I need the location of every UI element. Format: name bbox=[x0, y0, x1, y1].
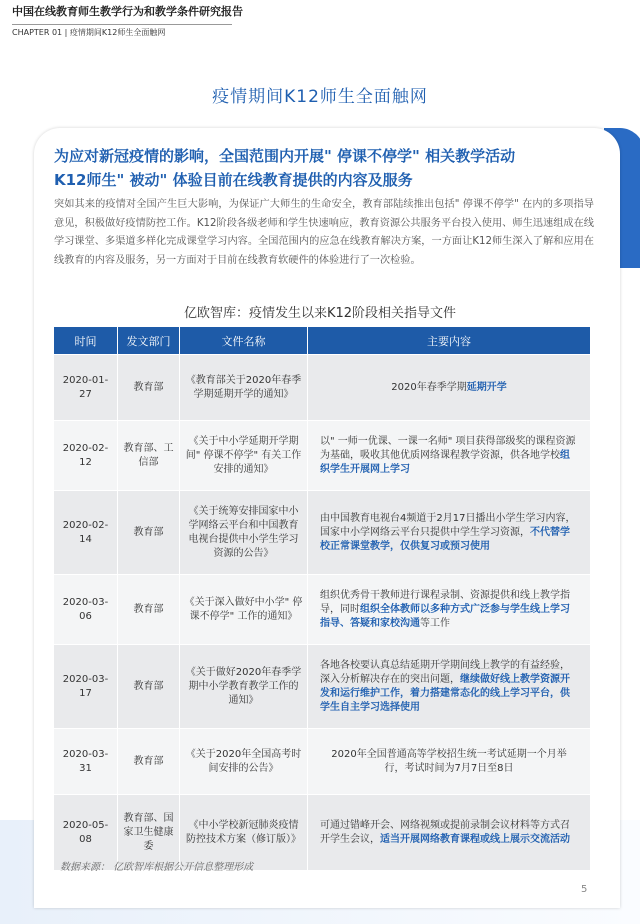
cell-content bbox=[308, 421, 591, 491]
cell-department: 教育部 bbox=[118, 355, 180, 421]
cell-content bbox=[308, 575, 591, 645]
body-paragraph: 突如其来的疫情对全国产生巨大影响，为保证广大师生的生命安全，教育部陆续推出包括" 停课不停学" 在内的多项指导意见，积极做好疫情防控工作。K12阶段各级老师和学生快速响应，教育资源公共服务平台投入使用、师生迅速组成在线学习课堂、多渠道多样化完成课堂学习内容。全国范围内的应急在线教育解决方案，一方面让K12师生深入了解和应用在线教育的内容及服务，另一方面对于目前在线教育软硬件的体验进行了一次检验。 bbox=[54, 199, 594, 266]
header-content: 主要内容 bbox=[308, 327, 591, 355]
cell-department: 教育部 bbox=[118, 729, 180, 795]
cell-document: 《教育部关于2020年春季学期延期开学的通知》 bbox=[180, 355, 308, 421]
headline-line-1: 为应对新冠疫情的影响，全国范围内开展" 停课不停学" 相关教学活动 bbox=[54, 147, 516, 165]
page-title: 疫情期间K12师生全面触网 bbox=[212, 87, 428, 107]
cell-document: 《关于做好2020年春季学期中小学教育教学工作的通知》 bbox=[180, 645, 308, 729]
cell-date: 2020-01-27 bbox=[54, 355, 118, 421]
table-row bbox=[54, 421, 591, 491]
content-highlight: 继续做好线上教学资源开发和运行维护工作，着力搭建常态化的线上学习平台，供学生自主学习选择使用 bbox=[320, 673, 570, 713]
content-text: 2020年春季学期 bbox=[391, 381, 467, 393]
cell-content bbox=[308, 729, 591, 795]
cell-date: 2020-05-08 bbox=[54, 795, 118, 871]
cell-department: 教育部 bbox=[118, 575, 180, 645]
cell-date: 2020-03-06 bbox=[54, 575, 118, 645]
content-text: 由中国教育电视台4频道于2月17日播出小学生学习内容，国家中小学网络云平台只提供中学生学习资源， bbox=[320, 512, 576, 538]
cell-department: 教育部 bbox=[118, 645, 180, 729]
cell-date: 2020-03-17 bbox=[54, 645, 118, 729]
content-text: 组织优秀骨干教师进行课程录制、资源提供和线上教学指导，同时 bbox=[320, 589, 570, 615]
cell-document: 《关于深入做好中小学" 停课不停学" 工作的通知》 bbox=[180, 575, 308, 645]
data-source-note: 数据来源： 亿欧智库根据公开信息整理形成 bbox=[60, 862, 254, 873]
content-text: 2020年全国普通高等学校招生统一考试延期一个月举行，考试时间为7月7日至8日 bbox=[331, 748, 567, 774]
content-highlight: 组织学生开展网上学习 bbox=[320, 449, 570, 475]
table-row bbox=[54, 575, 591, 645]
section-headline bbox=[54, 144, 594, 192]
chapter-label: CHAPTER 01 | 疫情期间K12师生全面触网 bbox=[12, 24, 232, 39]
content-text: 以" 一师一优课、一课一名师" 项目获得部级奖的课程资源为基础，吸收其他优质网络课程教学资源，供各地学校 bbox=[320, 435, 576, 461]
cell-date: 2020-02-14 bbox=[54, 491, 118, 575]
content-highlight: 延期开学 bbox=[466, 381, 507, 393]
table-row bbox=[54, 355, 591, 421]
header-department: 发文部门 bbox=[118, 327, 180, 355]
cell-document: 《中小学校新冠肺炎疫情防控技术方案（修订版）》 bbox=[180, 795, 308, 871]
cell-content bbox=[308, 491, 591, 575]
content-text: 可通过错峰开会、网络视频或提前录制会议材料等方式召开学生会议， bbox=[320, 819, 570, 845]
cell-document: 《关于2020年全国高考时间安排的公告》 bbox=[180, 729, 308, 795]
header-document: 文件名称 bbox=[180, 327, 308, 355]
table-row bbox=[54, 491, 591, 575]
cell-department: 教育部 bbox=[118, 491, 180, 575]
table-row bbox=[54, 729, 591, 795]
headline-line-2: K12师生" 被动" 体验目前在线教育提供的内容及服务 bbox=[54, 171, 413, 189]
cell-department: 教育部、国家卫生健康委 bbox=[118, 795, 180, 871]
cell-content bbox=[308, 645, 591, 729]
cell-document: 《关于中小学延期开学期间" 停课不停学" 有关工作安排的通知》 bbox=[180, 421, 308, 491]
table-caption: 亿欧智库：疫情发生以来K12阶段相关指导文件 bbox=[183, 306, 457, 321]
content-highlight: 不代替学校正常课堂教学，仅供复习或预习使用 bbox=[320, 526, 570, 552]
report-title: 中国在线教育师生教学行为和教学条件研究报告 bbox=[12, 5, 243, 18]
header-date: 时间 bbox=[54, 327, 118, 355]
content-text: 各地各校要认真总结延期开学期间线上教学的有益经验，深入分析解决存在的突出问题， bbox=[320, 659, 570, 685]
cell-document: 《关于统筹安排国家中小学网络云平台和中国教育电视台提供中小学生学习资源的公告》 bbox=[180, 491, 308, 575]
cell-date: 2020-03-31 bbox=[54, 729, 118, 795]
cell-date: 2020-02-12 bbox=[54, 421, 118, 491]
content-tail: 等工作 bbox=[420, 617, 450, 629]
cell-department: 教育部、工信部 bbox=[118, 421, 180, 491]
table-header-row bbox=[54, 327, 591, 355]
page-number: 5 bbox=[581, 884, 588, 895]
table-row bbox=[54, 645, 591, 729]
cell-content bbox=[308, 795, 591, 871]
content-highlight: 组织全体教师以多种方式广泛参与学生线上学习指导、答疑和家校沟通 bbox=[320, 603, 570, 629]
report-header bbox=[12, 4, 243, 39]
cell-content bbox=[308, 355, 591, 421]
policy-table bbox=[53, 326, 591, 871]
content-highlight: 适当开展网络教育课程或线上展示交流活动 bbox=[380, 833, 570, 845]
